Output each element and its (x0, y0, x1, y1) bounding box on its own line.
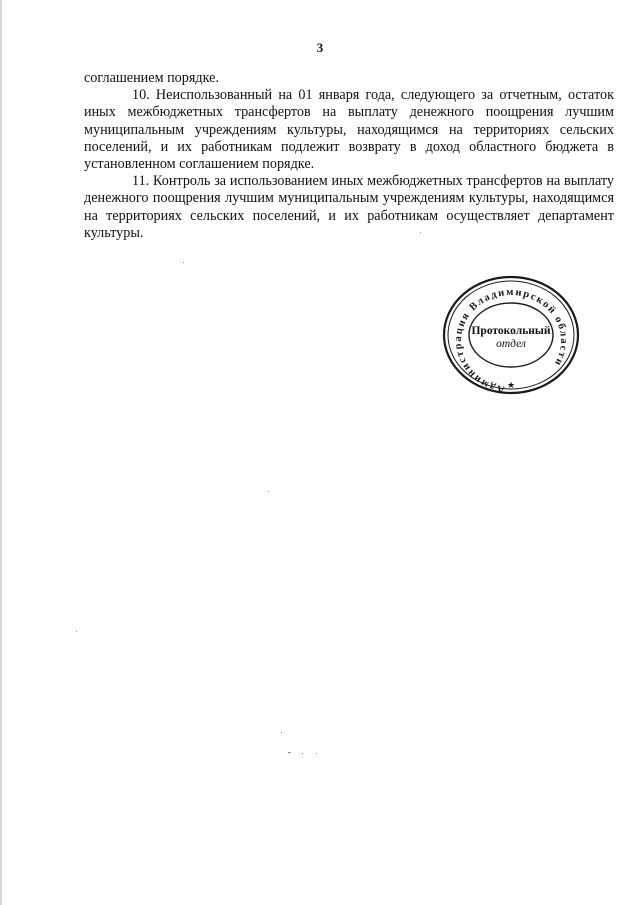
stamp-center-line1: Протокольный (471, 325, 551, 337)
scan-speck (183, 262, 184, 263)
paragraph-continuation: соглашением порядке. (84, 70, 220, 86)
official-stamp (441, 275, 581, 395)
scan-speck (316, 753, 317, 754)
star-icon: ★ (506, 381, 516, 391)
scan-speck (288, 752, 291, 753)
stamp-ring-text: Администрация Владимирской области (452, 286, 570, 395)
paragraph-11: 11. Контроль за использованием иных межбюджетных трансфертов на выплату денежного поощрения лучшим муниципальным учреждениям культуры, находящимся на территориях сельских поселений, и их работникам осуществляет департамент культуры. (84, 173, 614, 241)
paragraph-10: 10. Неиспользованный на 01 января года, следующего за отчетным, остаток иных межбюджетных трансфертов на выплату денежного поощрения лучшим муниципальным учреждениям культуры, находящимся на территориях сельских поселений, и их работникам подлежит возврату в доход областного бюджета в установленном соглашением порядке. (84, 87, 614, 173)
page-number: 3 (316, 40, 324, 55)
scan-speck (302, 753, 303, 754)
stamp-center-text (441, 325, 581, 351)
scan-speck (76, 631, 77, 632)
stamp-center-line2: отдел (496, 338, 526, 350)
scan-speck (420, 232, 421, 233)
scan-speck (281, 732, 282, 733)
scan-edge-line (0, 0, 2, 905)
document-body (84, 70, 614, 242)
scan-speck (268, 491, 269, 492)
